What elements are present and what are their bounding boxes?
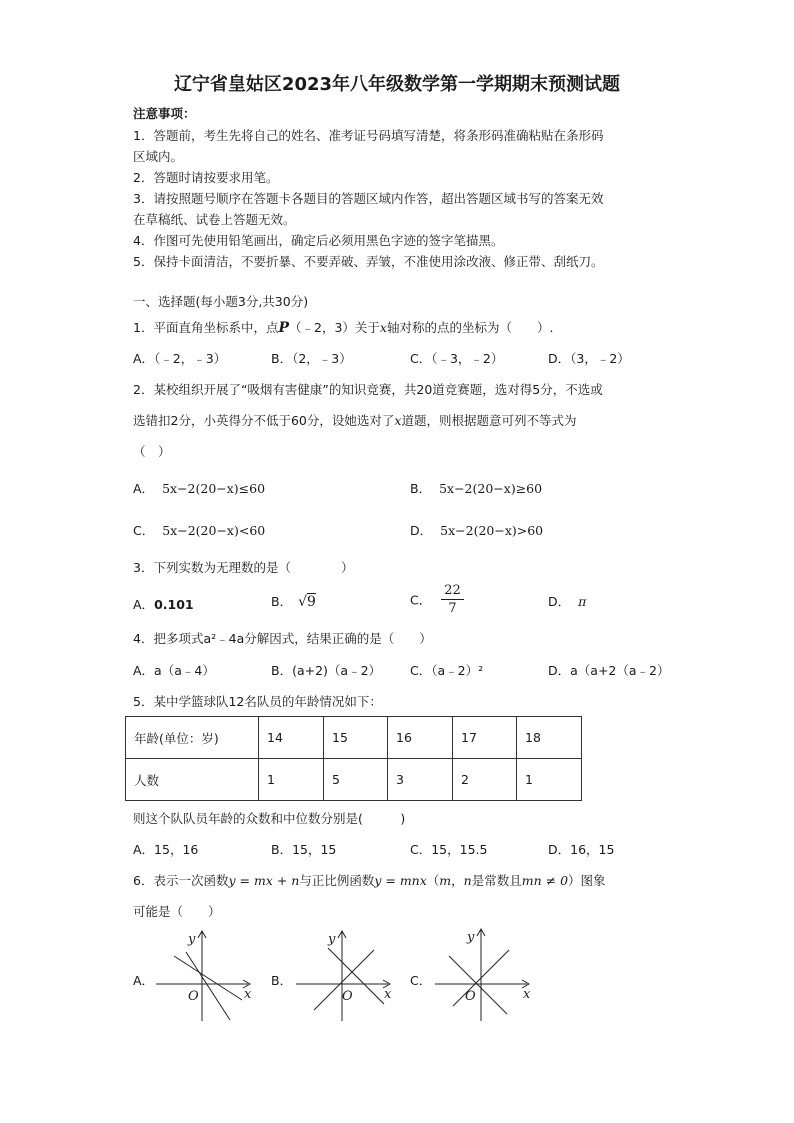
table-row — [126, 759, 582, 801]
notice-item: 4．作图可先使用铅笔画出，确定后必须用黑色字迹的签字笔描黑。 — [133, 233, 504, 248]
origin-label: O — [342, 989, 353, 1004]
table-cell: 15 — [324, 717, 388, 759]
origin-label: O — [188, 989, 199, 1004]
q2-option-a-label: A． — [133, 481, 155, 496]
q6-comma: ， — [451, 873, 464, 888]
q3-fraction-denominator: 7 — [448, 601, 457, 616]
q1-option-b[interactable]: B．（2，﹣3） — [271, 351, 352, 366]
q3-sqrt-symbol: √ — [298, 594, 307, 610]
q1-text-b: （﹣2，3）关于 — [289, 320, 380, 335]
q3-option-b-label: B． — [271, 594, 293, 609]
table-cell: 2 — [453, 759, 517, 801]
q6-text-a: 6．表示一次函数 — [133, 873, 229, 888]
q1-option-a[interactable]: A．（﹣2，﹣3） — [133, 351, 227, 366]
axis-label-y: y — [328, 932, 336, 947]
q2-option-d[interactable] — [410, 521, 543, 539]
question-2-line1: 2．某校组织开展了“吸烟有害健康”的知识竞赛，共20道竞赛题，选对得5分，不选或 — [133, 382, 603, 397]
q3-option-d[interactable] — [548, 592, 586, 610]
q1-option-c[interactable]: C．（﹣3，﹣2） — [410, 351, 504, 366]
table-cell: 3 — [388, 759, 453, 801]
q2-text-b: 道题，则根据题意可列不等式为 — [401, 413, 577, 428]
table-cell: 1 — [517, 759, 582, 801]
table-cell: 18 — [517, 717, 582, 759]
axis-label-y: y — [467, 930, 475, 945]
q4-option-a[interactable]: A．a（a﹣4） — [133, 663, 215, 678]
axis-label-x: x — [244, 987, 252, 1002]
age-table — [125, 716, 582, 801]
q2-option-d-expr: 5x−2(20−x)>60 — [440, 523, 544, 538]
q2-option-a-expr: 5x−2(20−x)≤60 — [162, 481, 266, 496]
q3-option-a-label: A． — [133, 597, 155, 612]
q4-option-b[interactable]: B．(a+2)（a﹣2） — [271, 663, 382, 678]
q2-option-c[interactable] — [133, 521, 265, 539]
table-row — [126, 717, 582, 759]
q2-var-x: x — [394, 413, 402, 428]
notice-item: 3．请按照题号顺序在答题卡各题目的答题区域内作答，超出答题区域书写的答案无效 — [133, 191, 604, 206]
q3-option-c-label: C． — [410, 592, 432, 608]
q2-text-a: 选错扣2分，小英得分不低于60分，设她选对了 — [133, 413, 395, 428]
question-1-stem — [133, 318, 553, 336]
table-cell: 5 — [324, 759, 388, 801]
question-5-stem: 5．某中学篮球队12名队员的年龄情况如下： — [133, 694, 382, 709]
q2-option-b-label: B． — [410, 481, 432, 496]
q3-option-b[interactable] — [271, 592, 316, 610]
table-cell: 16 — [388, 717, 453, 759]
question-6-line2: 可能是（ ） — [133, 904, 221, 919]
q1-text-c: 轴对称的点的坐标为（ ）. — [386, 320, 554, 335]
table-cell: 年龄(单位：岁) — [126, 717, 259, 759]
q1-text-a: 1．平面直角坐标系中，点 — [133, 320, 279, 335]
q6-option-b[interactable]: B． — [271, 973, 293, 988]
q5-option-b[interactable]: B．15，15 — [271, 842, 337, 857]
q2-option-c-label: C． — [133, 523, 155, 538]
question-3-stem: 3．下列实数为无理数的是（ ） — [133, 560, 354, 575]
q4-option-c[interactable]: C．（a﹣2）² — [410, 663, 484, 678]
q5-option-c[interactable]: C．15，15.5 — [410, 842, 488, 857]
q3-radicand: 9 — [307, 594, 316, 610]
axis-label-x: x — [523, 987, 531, 1002]
q2-option-a[interactable] — [133, 479, 265, 497]
section-heading: 一、选择题(每小题3分,共30分) — [133, 294, 309, 309]
q6-var-m: m — [439, 873, 452, 888]
notice-item: 区域内。 — [133, 149, 184, 164]
q1-axis-x: x — [379, 320, 387, 335]
q6-eq-proportional: y = mnx — [374, 873, 427, 888]
question-2-line2 — [133, 411, 576, 429]
q3-option-a-value: 0.101 — [154, 597, 194, 612]
q6-text-e: ）图象 — [568, 873, 606, 888]
q2-option-b[interactable] — [410, 479, 542, 497]
q6-option-c[interactable]: C． — [410, 973, 432, 988]
q3-pi: π — [578, 594, 587, 609]
q3-fraction — [441, 582, 464, 617]
table-cell: 17 — [453, 717, 517, 759]
table-cell: 1 — [259, 759, 324, 801]
q6-text-b: 与正比例函数 — [299, 873, 375, 888]
q3-option-c[interactable] — [410, 582, 464, 617]
axis-label-x: x — [384, 987, 392, 1002]
q2-option-b-expr: 5x−2(20−x)≥60 — [439, 481, 543, 496]
q6-text-d: 是常数且 — [471, 873, 522, 888]
function-line — [186, 952, 230, 1020]
table-cell: 14 — [259, 717, 324, 759]
q6-text-c: （ — [426, 873, 440, 888]
q6-condition: mn ≠ 0 — [521, 873, 569, 888]
notice-item: 1．答题前，考生先将自己的姓名、准考证号码填写清楚，将条形码准确粘贴在条形码 — [133, 128, 604, 143]
q2-option-d-label: D． — [410, 523, 433, 538]
q6-var-n: n — [463, 873, 472, 888]
table-cell: 人数 — [126, 759, 259, 801]
question-2-line3: （ ） — [133, 444, 171, 459]
origin-label: O — [465, 989, 476, 1004]
question-6-line1 — [133, 871, 606, 889]
question-4-stem: 4．把多项式a²﹣4a分解因式，结果正确的是（ ） — [133, 631, 432, 646]
page-title: 辽宁省皇姑区2023年八年级数学第一学期期末预测试题 — [173, 74, 621, 95]
function-line — [449, 956, 507, 1014]
notice-item: 2．答题时请按要求用笔。 — [133, 170, 279, 185]
q5-option-d[interactable]: D．16，15 — [548, 842, 615, 857]
axis-label-y: y — [188, 932, 196, 947]
q6-eq-linear: y = mx + n — [228, 873, 300, 888]
notice-item: 在草稿纸、试卷上答题无效。 — [133, 212, 296, 227]
function-line — [174, 956, 242, 1000]
q4-option-d[interactable]: D．a（a+2（a﹣2） — [548, 663, 670, 678]
question-5-followup: 则这个队队员年龄的众数和中位数分别是( ) — [133, 811, 406, 826]
notice-item: 5．保持卡面清洁，不要折暴、不要弄破、弄皱，不准使用涂改液、修正带、刮纸刀。 — [133, 254, 604, 269]
q3-option-a[interactable] — [133, 595, 194, 613]
notice-heading: 注意事项： — [133, 106, 196, 121]
q6-option-a[interactable]: A． — [133, 973, 155, 988]
q3-option-d-label: D． — [548, 594, 571, 609]
q2-option-c-expr: 5x−2(20−x)<60 — [162, 523, 266, 538]
q6-graph-a[interactable] — [152, 928, 262, 1023]
function-line — [328, 948, 384, 1004]
q1-option-d[interactable]: D．（3，﹣2） — [548, 351, 630, 366]
q6-graph-c[interactable] — [431, 926, 541, 1023]
q1-point-p: P — [278, 320, 289, 336]
q5-option-a[interactable]: A．15，16 — [133, 842, 199, 857]
q6-graph-b[interactable] — [292, 928, 402, 1023]
q3-fraction-numerator: 22 — [441, 582, 464, 600]
